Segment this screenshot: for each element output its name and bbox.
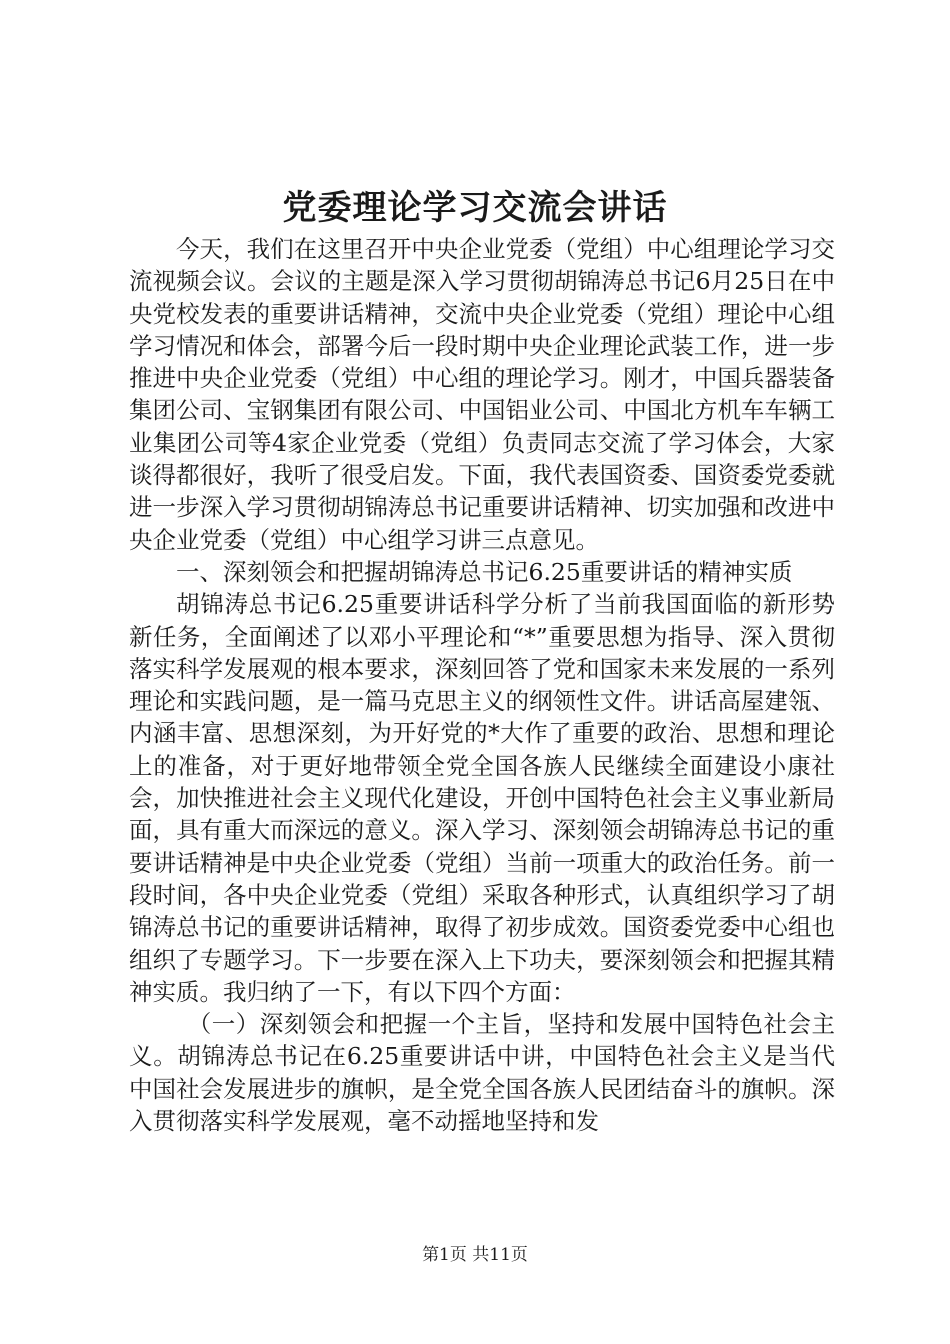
subsection-1: （一）深刻领会和把握一个主旨，坚持和发展中国特色社会主义。胡锦涛总书记在6.25重要讲话中讲，中国特色社会主义是当代中国社会发展进步的旗帜，是全党全国各族人民团结奋斗的旗帜。深入贯彻落实科学发展观，毫不动摇地坚持和发 [129,1010,835,1136]
document-title: 党委理论学习交流会讲话 [282,188,668,228]
section-heading-1: 一、深刻领会和把握胡锦涛总书记6.25重要讲话的精神实质 [176,557,793,586]
paragraph-section-1: 胡锦涛总书记6.25重要讲话科学分析了当前我国面临的新形势新任务，全面阐述了以邓小平理论和“*”重要思想为指导、深入贯彻落实科学发展观的根本要求，深刻回答了党和国家未来发展的一系列理论和实践问题，是一篇马克思主义的纲领性文件。讲话高屋建瓴、内涵丰富、思想深刻，为开好党的*大作了重要的政治、思想和理论上的准备，对于更好地带领全党全国各族人民继续全面建设小康社会，加快推进社会主义现代化建设，开创中国特色社会主义事业新局面，具有重大而深远的意义。深入学习、深刻领会胡锦涛总书记的重要讲话精神是中央企业党委（党组）当前一项重大的政治任务。前一段时间，各中央企业党委（党组）采取各种形式，认真组织学习了胡锦涛总书记的重要讲话精神，取得了初步成效。国资委党委中心组也组织了专题学习。下一步要在深入上下功夫，要深刻领会和把握其精神实质。我归纳了一下，有以下四个方面： [129,590,835,1006]
document-body [129,233,835,1137]
page-footer: 第1页 共11页 [422,1245,528,1265]
paragraph-intro: 今天，我们在这里召开中央企业党委（党组）中心组理论学习交流视频会议。会议的主题是深入学习贯彻胡锦涛总书记6月25日在中央党校发表的重要讲话精神，交流中央企业党委（党组）理论中心组学习情况和体会，部署今后一段时期中央企业理论武装工作，进一步推进中央企业党委（党组）中心组的理论学习。刚才，中国兵器装备集团公司、宝钢集团有限公司、中国铝业公司、中国北方机车车辆工业集团公司等4家企业党委（党组）负责同志交流了学习体会，大家谈得都很好，我听了很受启发。下面，我代表国资委、国资委党委就进一步深入学习贯彻胡锦涛总书记重要讲话精神、切实加强和改进中央企业党委（党组）中心组学习讲三点意见。 [129,235,835,554]
